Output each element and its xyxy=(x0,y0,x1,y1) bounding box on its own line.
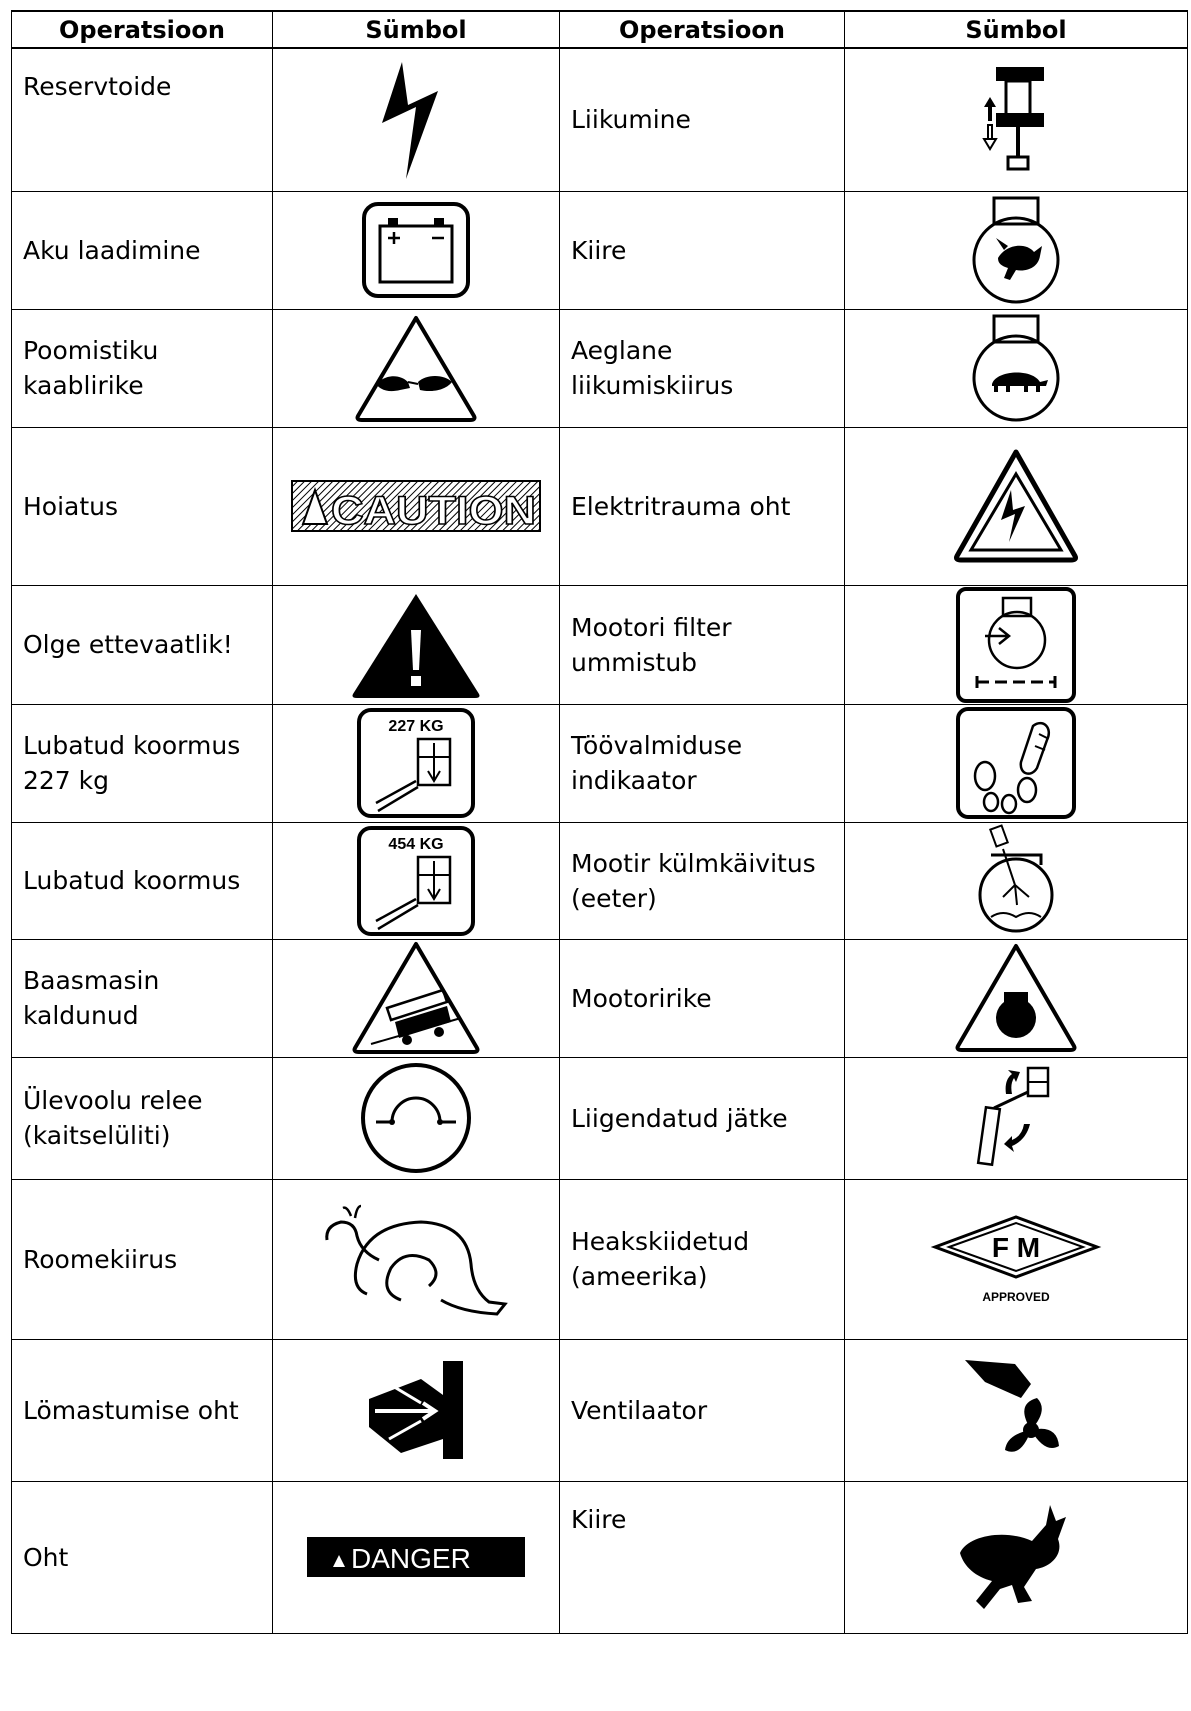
operation-label: Oht xyxy=(12,1481,273,1633)
symbol-cell xyxy=(273,427,560,585)
table-row xyxy=(12,191,1188,309)
table-row xyxy=(12,1339,1188,1481)
symbol-cell xyxy=(845,427,1188,585)
operation-label: Heakskiidetud (ameerika) xyxy=(560,1179,845,1339)
danger-label-icon xyxy=(307,1537,525,1577)
operation-label: Mootori filter ummistub xyxy=(560,585,845,704)
symbol-cell xyxy=(845,1339,1188,1481)
load-limit-text: 454 KG xyxy=(388,835,444,853)
symbol-cell xyxy=(273,939,560,1057)
fan-hazard-icon xyxy=(961,1354,1071,1466)
symbol-cell xyxy=(845,191,1188,309)
caution-sign-text: CAUTION xyxy=(331,489,536,533)
operation-label: Reservtoide xyxy=(12,48,273,191)
operation-label: Ventilaator xyxy=(560,1339,845,1481)
symbol-cell xyxy=(273,1057,560,1179)
engine-fast-hare-icon xyxy=(970,196,1062,304)
fm-approved-icon xyxy=(931,1213,1101,1305)
symbol-cell xyxy=(273,1179,560,1339)
symbol-cell xyxy=(273,48,560,191)
platform-load-454-icon xyxy=(356,825,476,937)
hare-icon xyxy=(954,1501,1078,1613)
operation-label: Kiire xyxy=(560,191,845,309)
engine-fault-warning-icon xyxy=(954,942,1078,1054)
table-row xyxy=(12,309,1188,427)
footprints-icon xyxy=(955,706,1077,820)
symbol-cell xyxy=(273,1339,560,1481)
operation-label: Hoiatus xyxy=(12,427,273,585)
table-row xyxy=(12,427,1188,585)
load-limit-text: 227 KG xyxy=(388,718,444,735)
operation-label: Olge ettevaatlik! xyxy=(12,585,273,704)
table-row xyxy=(12,1179,1188,1339)
symbol-table xyxy=(11,10,1188,1634)
header-operation: Operatsioon xyxy=(12,11,273,48)
operation-label: Ülevoolu relee (kaitselüliti) xyxy=(12,1057,273,1179)
header-operation: Operatsioon xyxy=(560,11,845,48)
drive-direction-icon xyxy=(976,65,1056,175)
crush-hazard-icon xyxy=(361,1355,471,1465)
symbol-cell xyxy=(845,704,1188,822)
symbol-cell xyxy=(845,309,1188,427)
table-row xyxy=(12,1057,1188,1179)
operation-label: Lubatud koormus xyxy=(12,822,273,939)
operation-label: Mootir külmkäivitus (eeter) xyxy=(560,822,845,939)
operation-label: Elektritrauma oht xyxy=(560,427,845,585)
engine-filter-icon xyxy=(955,586,1077,704)
lightning-bolt-icon xyxy=(376,57,456,182)
table-row xyxy=(12,939,1188,1057)
table-row xyxy=(12,704,1188,822)
engine-ether-start-icon xyxy=(973,825,1059,937)
articulated-jib-icon xyxy=(966,1064,1066,1172)
operation-label: Mootoririke xyxy=(560,939,845,1057)
symbol-cell xyxy=(845,939,1188,1057)
platform-load-227-icon xyxy=(356,707,476,819)
circuit-breaker-icon xyxy=(358,1060,474,1176)
header-symbol: Sümbol xyxy=(273,11,560,48)
snail-icon xyxy=(321,1204,511,1314)
operation-label: Poomistiku kaablirike xyxy=(12,309,273,427)
header-row xyxy=(12,11,1188,48)
broken-cable-warning-icon xyxy=(352,312,480,424)
table-row xyxy=(12,1481,1188,1633)
machine-tilt-warning-icon xyxy=(351,940,481,1056)
operation-label: Liikumine xyxy=(560,48,845,191)
operation-label: Baasmasin kaldunud xyxy=(12,939,273,1057)
symbol-cell xyxy=(845,1481,1188,1633)
engine-slow-turtle-icon xyxy=(970,314,1062,422)
operation-label: Lubatud koormus 227 kg xyxy=(12,704,273,822)
symbol-cell xyxy=(273,704,560,822)
header-symbol: Sümbol xyxy=(845,11,1188,48)
symbol-cell xyxy=(845,48,1188,191)
operation-label: Liigendatud jätke xyxy=(560,1057,845,1179)
table-row xyxy=(12,822,1188,939)
approved-text: APPROVED xyxy=(982,1290,1050,1304)
operation-label: Aku laadimine xyxy=(12,191,273,309)
operation-label: Kiire xyxy=(560,1481,845,1633)
operation-label: Lömastumise oht xyxy=(12,1339,273,1481)
caution-label-icon xyxy=(291,480,541,532)
symbol-cell xyxy=(845,1179,1188,1339)
symbol-cell xyxy=(273,585,560,704)
table-row xyxy=(12,585,1188,704)
table-row xyxy=(12,48,1188,191)
operation-label: Töövalmiduse indikaator xyxy=(560,704,845,822)
operation-label: Aeglane liikumiskiirus xyxy=(560,309,845,427)
battery-icon xyxy=(360,200,472,300)
symbol-cell xyxy=(845,585,1188,704)
symbol-cell xyxy=(845,1057,1188,1179)
operation-label: Roomekiirus xyxy=(12,1179,273,1339)
symbol-cell xyxy=(273,1481,560,1633)
symbol-cell xyxy=(273,309,560,427)
electric-shock-warning-icon xyxy=(951,446,1081,566)
symbol-cell xyxy=(273,191,560,309)
danger-sign-text: DANGER xyxy=(351,1543,471,1574)
fm-text: F M xyxy=(991,1232,1041,1263)
exclamation-warning-icon xyxy=(349,590,483,700)
symbol-cell xyxy=(273,822,560,939)
symbol-cell xyxy=(845,822,1188,939)
